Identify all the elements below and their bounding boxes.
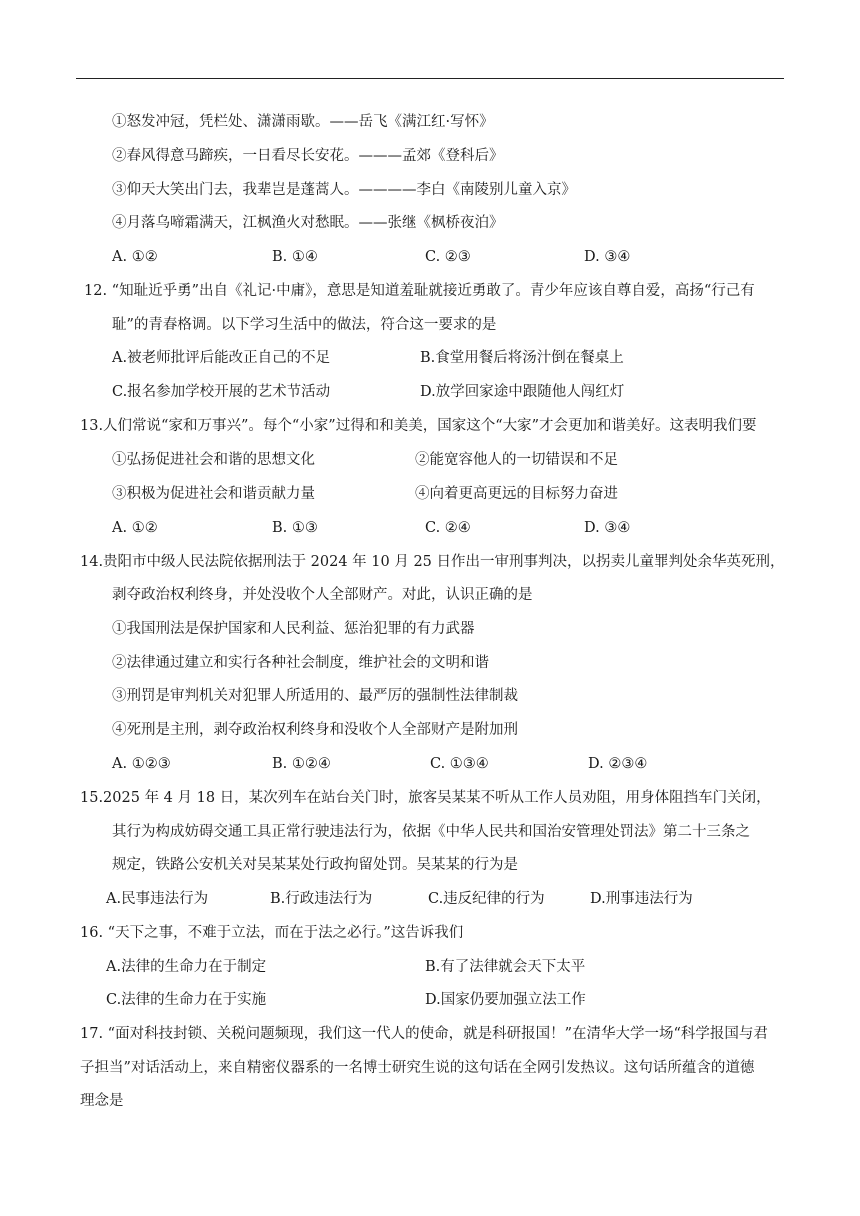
q14-stem-line1: 14.贵阳市中级人民法院依据刑法于 2024 年 10 月 25 日作出一审刑事判决，以拐卖儿童罪判处余华英死刑， xyxy=(80,554,785,570)
q15-stem-line3: 规定，铁路公安机关对吴某某处行政拘留处罚。吴某某的行为是 xyxy=(112,857,518,873)
q14-item-4: ④死刑是主刑，剥夺政治权利终身和没收个人全部财产是附加刑 xyxy=(112,722,518,738)
q13-stem: 13.人们常说“家和万事兴”。每个“小家”过得和和美美，国家这个“大家”才会更加和谐美好。这表明我们要 xyxy=(80,418,757,434)
poem-2: ②春风得意马蹄疾，一日看尽长安花。———孟郊《登科后》 xyxy=(112,148,504,164)
q11-option-d: D. ③④ xyxy=(584,249,631,265)
q16-option-c: C.法律的生命力在于实施 xyxy=(106,992,267,1008)
q15-option-d: D.刑事违法行为 xyxy=(590,891,693,907)
q13-item-4: ④向着更高更远的目标努力奋进 xyxy=(415,486,618,502)
q12-option-c: C.报名参加学校开展的艺术节活动 xyxy=(112,384,331,400)
q17-stem-line2: 子担当”对话活动上，来自精密仪器系的一名博士研究生说的这句话在全网引发热议。这句话所蕴含的道德 xyxy=(80,1060,755,1076)
q15-option-a: A.民事违法行为 xyxy=(106,891,209,907)
q16-option-d: D.国家仍要加强立法工作 xyxy=(425,992,586,1008)
q16-stem: 16. “天下之事，不难于立法，而在于法之必行。”这告诉我们 xyxy=(80,925,464,941)
q14-stem-line2: 剥夺政治权利终身，并处没收个人全部财产。对此，认识正确的是 xyxy=(112,587,533,603)
q14-option-a: A. ①②③ xyxy=(112,756,171,772)
header-rule xyxy=(76,78,784,79)
q16-option-a: A.法律的生命力在于制定 xyxy=(106,959,267,975)
q15-stem-line2: 其行为构成妨碍交通工具正常行驶违法行为，依据《中华人民共和国治安管理处罚法》第二十三条之 xyxy=(112,824,750,840)
q13-option-b: B. ①③ xyxy=(272,520,318,536)
poem-1: ①怒发冲冠，凭栏处、潇潇雨歇。——岳飞《满江红·写怀》 xyxy=(112,114,494,130)
q17-stem-line3: 理念是 xyxy=(80,1093,124,1109)
q13-option-c: C. ②④ xyxy=(425,520,471,536)
q14-option-b: B. ①②④ xyxy=(272,756,331,772)
q13-item-2: ②能宽容他人的一切错误和不足 xyxy=(415,452,618,468)
q11-option-c: C. ②③ xyxy=(425,249,471,265)
q11-option-a: A. ①② xyxy=(112,249,158,265)
q12-stem-line1: 12. “知耻近乎勇”出自《礼记·中庸》，意思是知道羞耻就接近勇敢了。青少年应该自尊自爱，高扬“行己有 xyxy=(84,283,755,299)
q14-item-1: ①我国刑法是保护国家和人民利益、惩治犯罪的有力武器 xyxy=(112,621,475,637)
q14-item-2: ②法律通过建立和实行各种社会制度，维护社会的文明和谐 xyxy=(112,655,489,671)
q14-option-c: C. ①③④ xyxy=(430,756,489,772)
poem-3: ③仰天大笑出门去，我辈岂是蓬蒿人。————李白《南陵别儿童入京》 xyxy=(112,182,576,198)
q13-item-3: ③积极为促进社会和谐贡献力量 xyxy=(112,486,315,502)
q12-option-a: A.被老师批评后能改正自己的不足 xyxy=(112,350,331,366)
q12-option-d: D.放学回家途中跟随他人闯红灯 xyxy=(420,384,625,400)
q16-option-b: B.有了法律就会天下太平 xyxy=(425,959,586,975)
q15-option-b: B.行政违法行为 xyxy=(270,891,373,907)
q13-item-1: ①弘扬促进社会和谐的思想文化 xyxy=(112,452,315,468)
q15-option-c: C.违反纪律的行为 xyxy=(428,891,545,907)
q12-stem-line2: 耻”的青春格调。以下学习生活中的做法，符合这一要求的是 xyxy=(112,317,497,333)
q11-option-b: B. ①④ xyxy=(272,249,318,265)
poem-4: ④月落乌啼霜满天，江枫渔火对愁眠。——张继《枫桥夜泊》 xyxy=(112,215,504,231)
q12-option-b: B.食堂用餐后将汤汁倒在餐桌上 xyxy=(420,350,624,366)
q14-item-3: ③刑罚是审判机关对犯罪人所适用的、最严厉的强制性法律制裁 xyxy=(112,688,518,704)
q13-option-a: A. ①② xyxy=(112,520,158,536)
q13-option-d: D. ③④ xyxy=(584,520,631,536)
q14-option-d: D. ②③④ xyxy=(588,756,648,772)
q15-stem-line1: 15.2025 年 4 月 18 日，某次列车在站台关门时，旅客吴某某不听从工作人员劝阻，用身体阻挡车门关闭， xyxy=(80,790,771,806)
q17-stem-line1: 17. “面对科技封锁、关税问题频现，我们这一代人的使命，就是科研报国！”在清华大学一场“科学报国与君 xyxy=(80,1026,768,1042)
